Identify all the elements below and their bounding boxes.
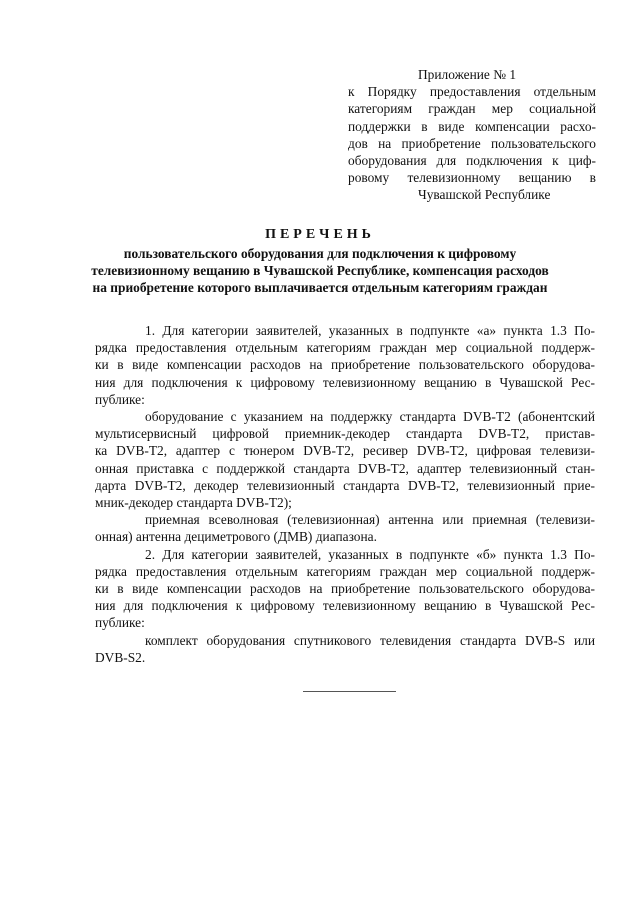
body-line: ния для подключения к цифровому телевизионному вещанию в Чувашской Рес-	[95, 598, 595, 614]
body-line: мник-декодер стандарта DVB-T2);	[95, 495, 292, 511]
appendix-line: ровому телевизионному вещанию в	[348, 170, 596, 186]
body-line: онная) антенна дециметрового (ДМВ) диапазона.	[95, 529, 377, 545]
body-line: рядка предоставления отдельным категориям граждан мер социальной поддерж-	[95, 563, 595, 579]
body-line: приемная всеволновая (телевизионная) антенна или приемная (телевизи-	[145, 512, 595, 528]
body-line: ки в виде компенсации расходов на приобретение пользовательского оборудова-	[95, 357, 595, 373]
body-line: комплект оборудования спутникового телевидения стандарта DVB-S или	[145, 632, 595, 648]
body-line: ка DVB-T2, адаптер с тюнером DVB-T2, ресивер DVB-T2, цифровая телевизи-	[95, 443, 595, 459]
body-line: рядка предоставления отдельным категориям граждан мер социальной поддерж-	[95, 340, 595, 356]
end-rule	[303, 691, 396, 692]
subtitle-line: на приобретение которого выплачивается отдельным категориям граждан	[92, 280, 548, 295]
appendix-line: к Порядку предоставления отдельным	[348, 84, 596, 100]
document-title: ПЕРЕЧЕНЬ	[265, 227, 375, 242]
body-line: оборудование с указанием на поддержку стандарта DVB-T2 (абонентский	[145, 409, 595, 425]
body-line: 2. Для категории заявителей, указанных в подпункте «б» пункта 1.3 По-	[145, 546, 595, 562]
body-line: дарта DVB-T2, декодер телевизионный стандарта DVB-T2, телевизионный прие-	[95, 477, 595, 493]
body-line: ния для подключения к цифровому телевизионному вещанию в Чувашской Рес-	[95, 374, 595, 390]
document-subtitle	[40, 245, 600, 296]
body-line: DVB-S2.	[95, 649, 146, 665]
body-line: публике:	[95, 391, 145, 407]
appendix-block	[348, 66, 596, 204]
appendix-number: Приложение № 1	[418, 67, 517, 82]
subtitle-line: телевизионному вещанию в Чувашской Республике, компенсация расходов	[91, 263, 549, 278]
appendix-line: дов на приобретение пользовательского	[348, 135, 596, 151]
appendix-line: оборудования для подключения к циф-	[348, 153, 596, 169]
body-line: онная приставка с поддержкой стандарта DVB-T2, адаптер телевизионный стан-	[95, 460, 595, 476]
body-line: 1. Для категории заявителей, указанных в подпункте «а» пункта 1.3 По-	[145, 323, 595, 338]
body-line: публике:	[95, 615, 145, 631]
body-line: мультисервисный цифровой приемник-декодер стандарта DVB-T2, пристав-	[95, 426, 595, 442]
appendix-line: поддержки в виде компенсации расхо-	[348, 118, 596, 134]
appendix-line: категориям граждан мер социальной	[348, 101, 596, 117]
subtitle-line: пользовательского оборудования для подключения к цифровому	[123, 246, 517, 261]
body-line: ки в виде компенсации расходов на приобретение пользовательского оборудова-	[95, 581, 595, 597]
appendix-line: Чувашской Республике	[418, 187, 551, 203]
document-body	[95, 322, 595, 666]
